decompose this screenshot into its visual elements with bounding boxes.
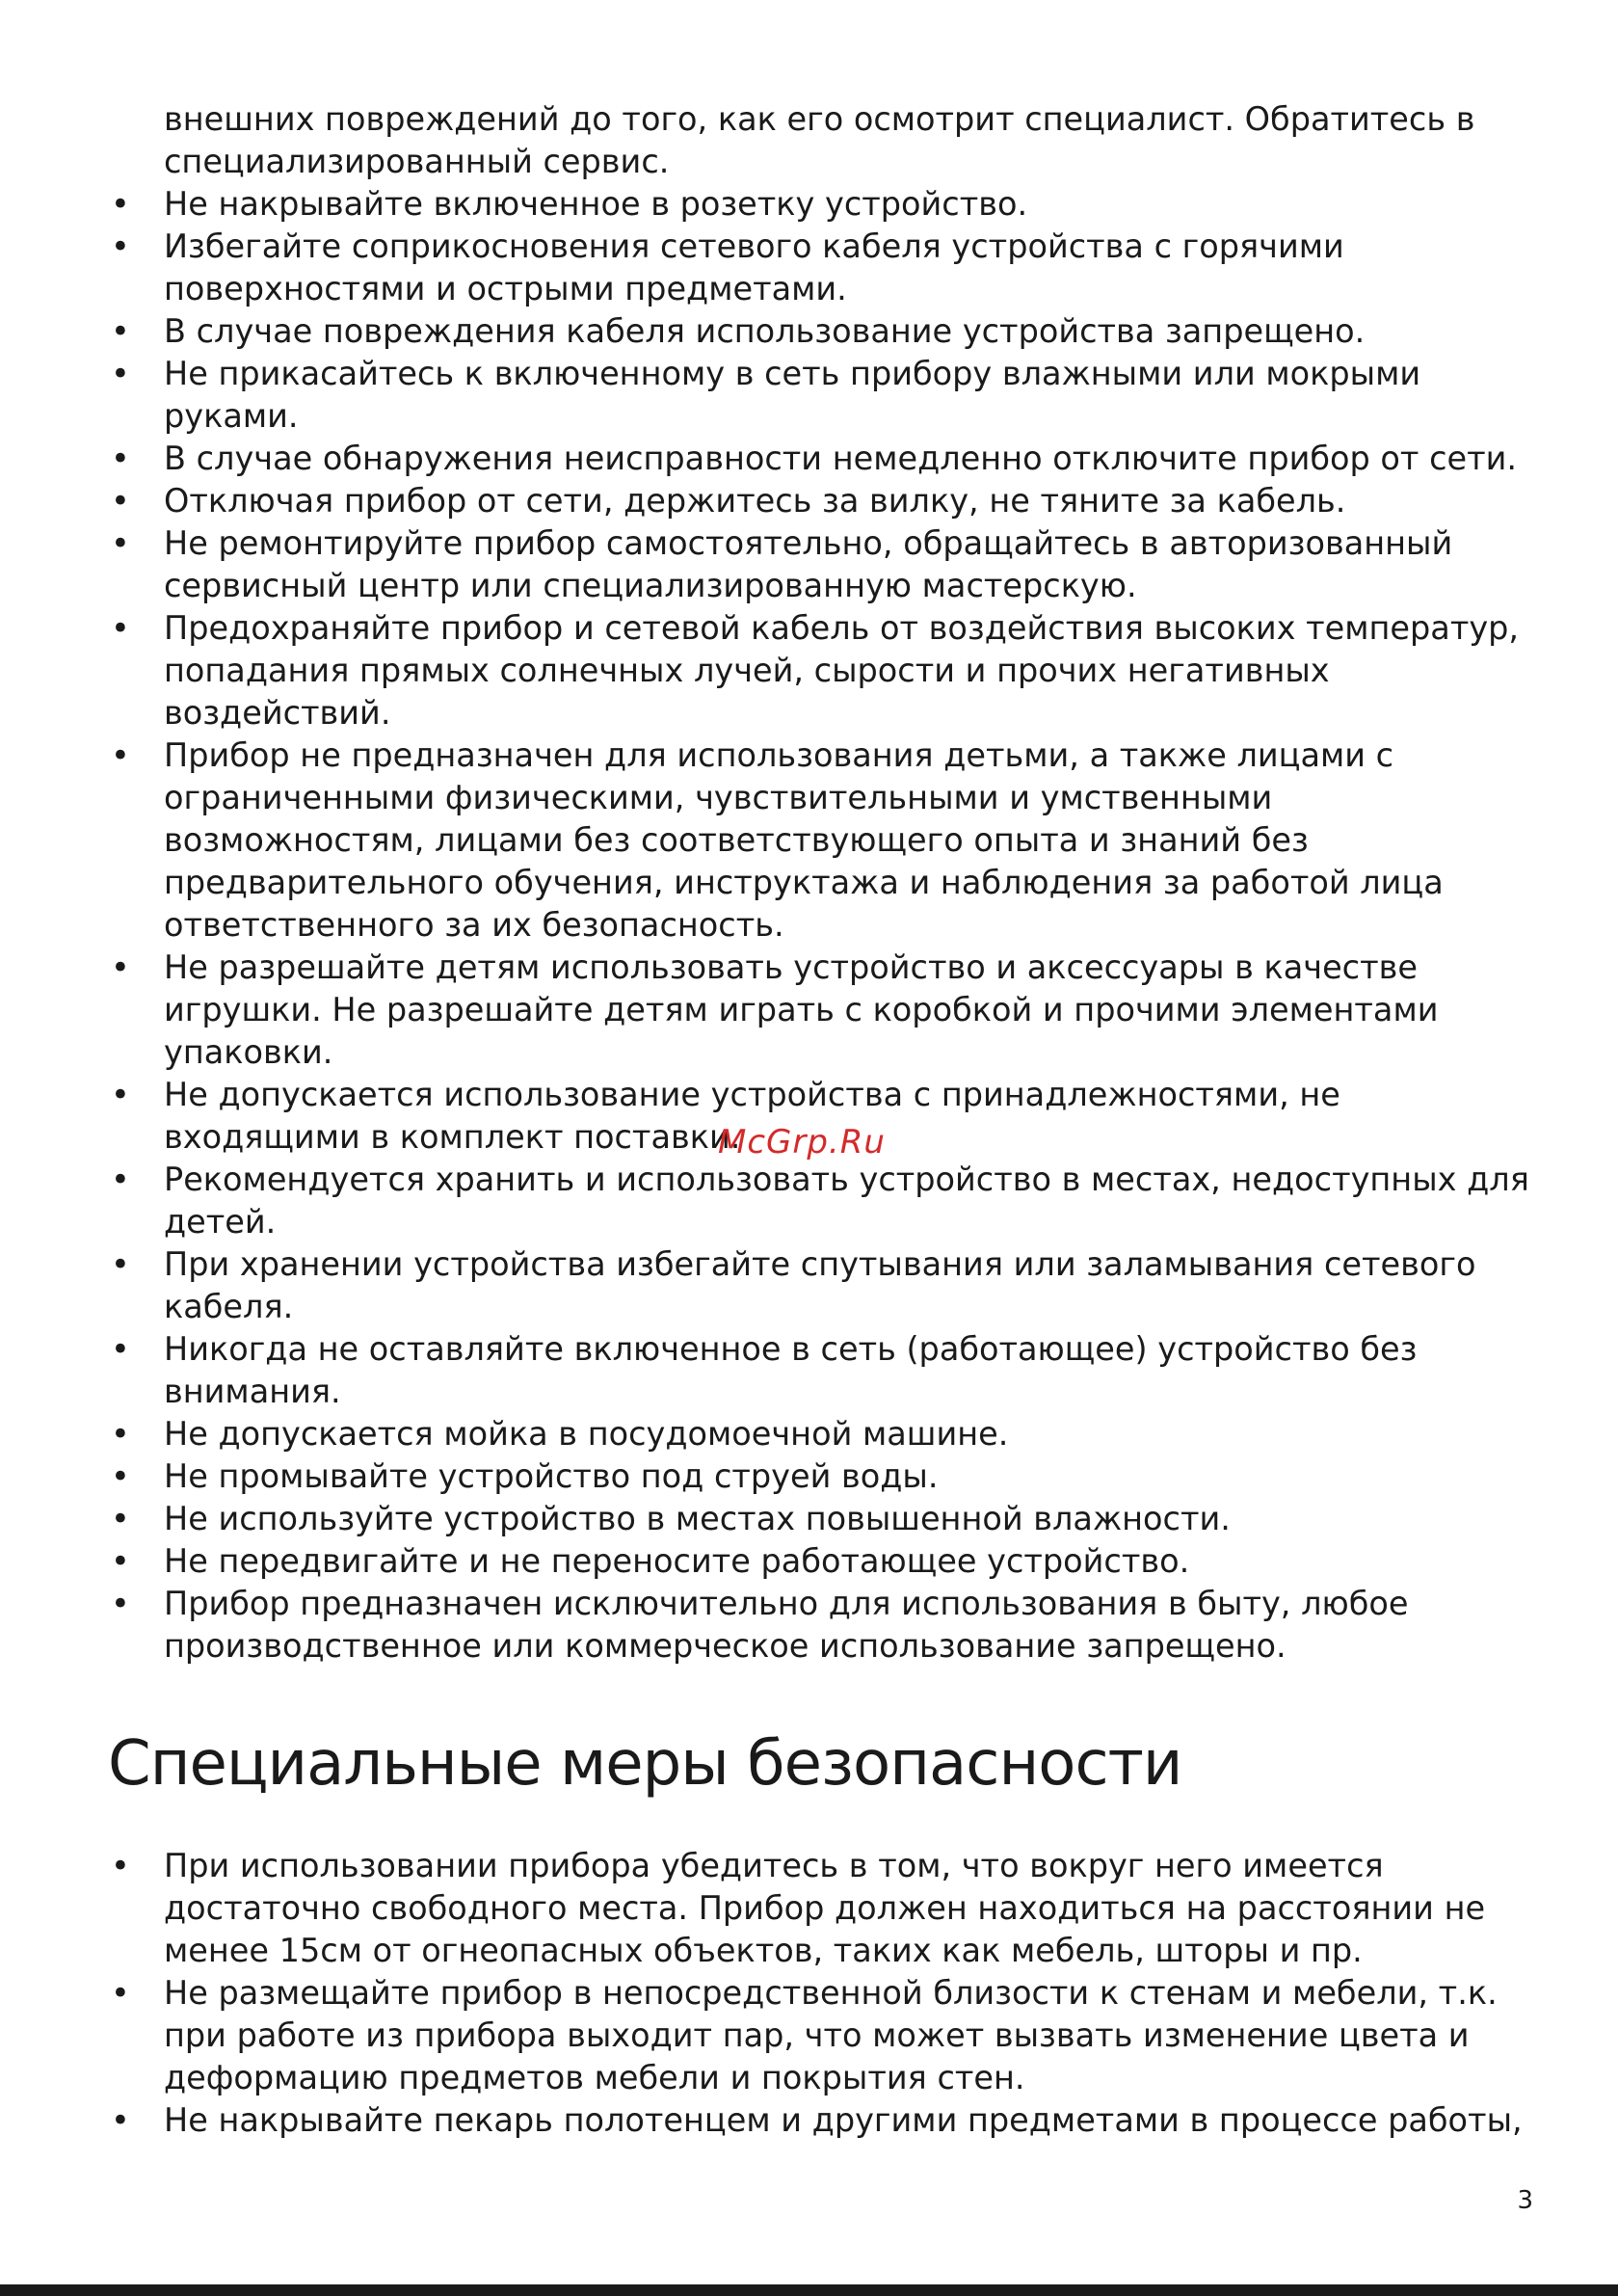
list-item: • При использовании прибора убедитесь в том, что вокруг него имеется достаточно свободного места. Прибор должен находиться на расстоянии не менее 15см от огнеопасных объектов, таких как мебель, шторы и пр. — [108, 1845, 1534, 1972]
list-item: • Прибор не предназначен для использования детьми, а также лицами с ограниченными физическими, чувствительными и умственными возможностям, лицами без соответствующего опыта и знаний без предварительного обучения, инструктажа и наблюдения за работой лица ответственного за их безопасность. — [108, 734, 1534, 947]
list-item: • Не размещайте прибор в непосредственной близости к стенам и мебели, т.к. при работе из прибора выходит пар, что может вызвать изменение цвета и деформацию предметов мебели и покрытия стен. — [108, 1972, 1534, 2099]
list-item: • Избегайте соприкосновения сетевого кабеля устройства с горячими поверхностями и острыми предметами. — [108, 226, 1534, 310]
list-item: • Не передвигайте и не переносите работающее устройство. — [108, 1540, 1534, 1583]
list-item: • Никогда не оставляйте включенное в сеть (работающее) устройство без внимания. — [108, 1328, 1534, 1413]
list-item: • Не используйте устройство в местах повышенной влажности. — [108, 1498, 1534, 1540]
list-item: • Не накрывайте включенное в розетку устройство. — [108, 183, 1534, 226]
list-item: • Не накрывайте пекарь полотенцем и другими предметами в процессе работы, — [108, 2099, 1534, 2142]
continuation-paragraph: внешних повреждений до того, как его осмотрит специалист. Обратитесь в специализированный сервис. — [164, 100, 1475, 180]
list-item: • Рекомендуется хранить и использовать устройство в местах, недоступных для детей. — [108, 1159, 1534, 1243]
list-item: • Не прикасайтесь к включенному в сеть прибору влажными или мокрыми руками. — [108, 353, 1534, 438]
safety-list — [108, 183, 1534, 1668]
list-item: • Не разрешайте детям использовать устройство и аксессуары в качестве игрушки. Не разрешайте детям играть с коробкой и прочими элементами упаковки. — [108, 947, 1534, 1074]
section-heading: Специальные меры безопасности — [108, 1728, 1182, 1800]
list-item: • Отключая прибор от сети, держитесь за вилку, не тяните за кабель. — [108, 480, 1534, 522]
list-item: • Не ремонтируйте прибор самостоятельно, обращайтесь в авторизованный сервисный центр или специализированную мастерскую. — [108, 522, 1534, 607]
list-item: • Не допускается использование устройства с принадлежностями, не входящими в комплект поставки. — [108, 1074, 1534, 1159]
footer-bar — [0, 2284, 1618, 2296]
list-item: • В случае повреждения кабеля использование устройства запрещено. — [108, 310, 1534, 353]
watermark: McGrp.Ru — [718, 1123, 886, 1161]
list-item: • Предохраняйте прибор и сетевой кабель от воздействия высоких температур, попадания прямых солнечных лучей, сырости и прочих негативных воздействий. — [108, 607, 1534, 734]
page-number: 3 — [1517, 2186, 1533, 2215]
list-item: • Прибор предназначен исключительно для использования в быту, любое производственное или коммерческое использование запрещено. — [108, 1583, 1534, 1668]
list-item: • В случае обнаружения неисправности немедленно отключите прибор от сети. — [108, 438, 1534, 480]
special-safety-list — [108, 1845, 1534, 2142]
list-item: • Не допускается мойка в посудомоечной машине. — [108, 1413, 1534, 1455]
list-item: • Не промывайте устройство под струей воды. — [108, 1455, 1534, 1498]
list-item: • При хранении устройства избегайте спутывания или заламывания сетевого кабеля. — [108, 1243, 1534, 1328]
